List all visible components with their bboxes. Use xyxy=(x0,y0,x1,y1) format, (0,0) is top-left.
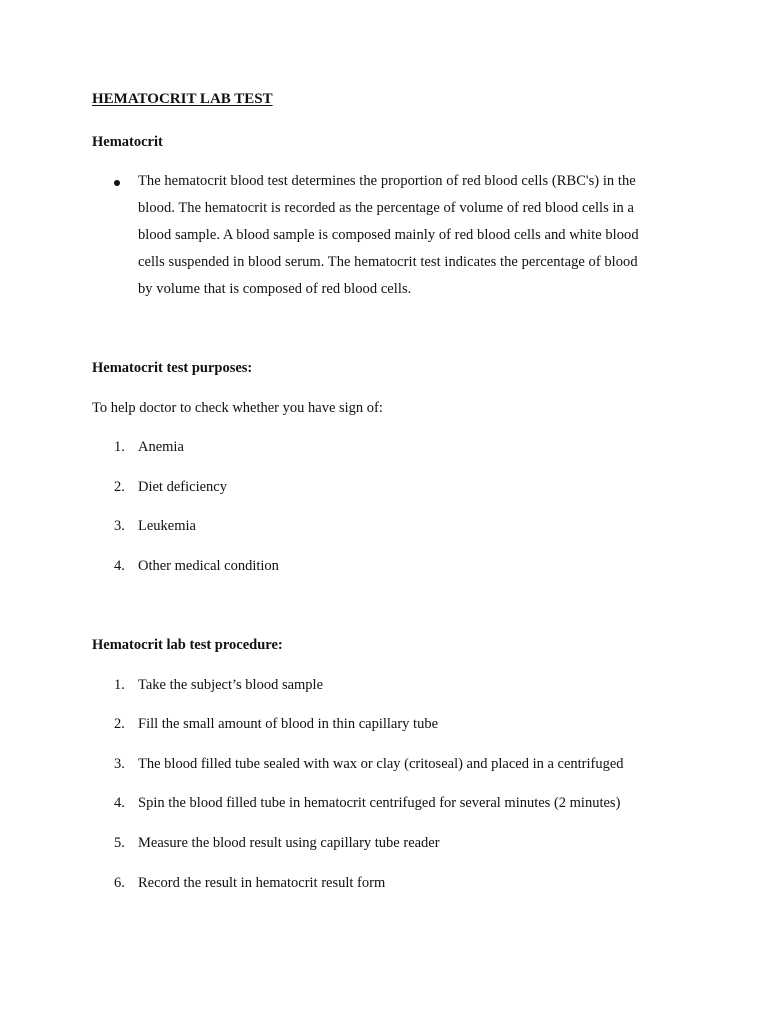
list-item: Other medical condition xyxy=(138,558,279,574)
paragraph-line: by volume that is composed of red blood cells. xyxy=(138,281,412,297)
paragraph-line: blood sample. A blood sample is composed mainly of red blood cells and white blood xyxy=(138,227,639,243)
list-item: Fill the small amount of blood in thin capillary tube xyxy=(138,716,439,732)
list-number: 3. xyxy=(114,756,125,772)
list-item: Leukemia xyxy=(138,518,196,534)
list-number: 1. xyxy=(114,439,125,455)
list-item: Take the subject’s blood sample xyxy=(138,677,324,693)
list-item: Spin the blood filled tube in hematocrit centrifuged for several minutes (2 minutes) xyxy=(138,795,621,811)
list-number: 2. xyxy=(114,716,125,732)
list-number: 4. xyxy=(114,795,125,811)
list-number: 4. xyxy=(114,558,125,574)
paragraph-line: The hematocrit blood test determines the proportion of red blood cells (RBC's) in the xyxy=(138,173,636,189)
section-heading-procedure: Hematocrit lab test procedure: xyxy=(92,637,283,653)
list-item: Measure the blood result using capillary tube reader xyxy=(138,835,440,851)
section-heading-purposes: Hematocrit test purposes: xyxy=(92,360,253,376)
section-heading-hematocrit: Hematocrit xyxy=(92,134,163,150)
bullet-icon xyxy=(114,180,120,186)
list-item: Diet deficiency xyxy=(138,479,227,495)
list-number: 2. xyxy=(114,479,125,495)
list-number: 3. xyxy=(114,518,125,534)
list-item: Record the result in hematocrit result form xyxy=(138,875,386,891)
document-title: HEMATOCRIT LAB TEST xyxy=(92,91,273,107)
paragraph-line: cells suspended in blood serum. The hematocrit test indicates the percentage of blood xyxy=(138,254,638,270)
list-item: Anemia xyxy=(138,439,184,455)
paragraph-line: blood. The hematocrit is recorded as the percentage of volume of red blood cells in a xyxy=(138,200,635,216)
list-number: 1. xyxy=(114,677,125,693)
list-number: 6. xyxy=(114,875,125,891)
list-number: 5. xyxy=(114,835,125,851)
purposes-intro: To help doctor to check whether you have sign of: xyxy=(92,400,383,416)
list-item: The blood filled tube sealed with wax or clay (critoseal) and placed in a centrifuged xyxy=(138,756,624,772)
